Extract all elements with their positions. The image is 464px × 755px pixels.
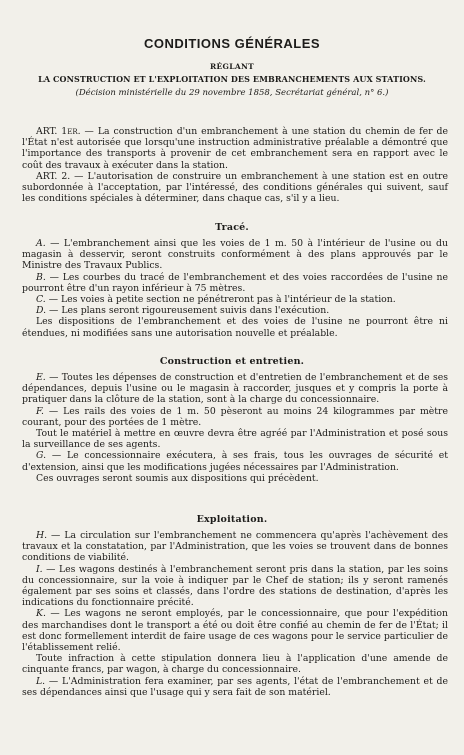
articles-block [22,126,448,204]
paragraph [22,564,448,609]
paragraph-text: Les wagons ne seront employés, par le concessionnaire, que pour l'expédition des marchandises dont le transport a été ou doit être confié au chemin de fer de l'État; il est donc formellement interdit de faire usage de ces wagons pour le service particulier de l'établissement relié. [22,608,448,654]
paragraph [22,653,448,675]
paragraph-text: Les courbes du tracé de l'embranchement et des voies raccordées de l'usine ne pourront être d'un rayon inférieur à 75 mètres. [22,271,448,294]
paragraph-text: Toute infraction à cette stipulation donnera lieu à l'application d'une amende de cinquante francs, par wagon, à charge du concessionnaire. [22,653,448,676]
paragraph [22,272,448,294]
paragraph-label: H. — [36,530,61,541]
paragraph [22,316,448,338]
page-title: CONDITIONS GÉNÉRALES [143,36,321,51]
paragraph-label: G. — [36,450,62,462]
paragraph [22,428,448,450]
paragraph-text: Les voies à petite section ne pénétreront pas à l'intérieur de la station. [60,294,396,306]
paragraph-text: Tout le matériel à mettre en œuvre devra être agréé par l'Administration et posé sous la surveillance de ses agents. [22,428,448,451]
article-1 [22,126,448,171]
paragraph-text: Le concessionnaire exécutera, à ses frais, tous les ouvrages de sécurité et d'extension, ainsi que les modifications jugées nécessaires par l'Administration. [22,450,448,473]
paragraph-text: La circulation sur l'embranchement ne commencera qu'après l'achèvement des travaux et la constatation, par l'Administration, que les voies se trouvent dans de bonnes conditions de viabilité. [22,530,448,564]
paragraph [22,450,448,472]
decision-reference: (Décision ministérielle du 29 novembre 1858, Secrétariat général, n° 6.) [75,88,389,98]
paragraph-text: L'embranchement ainsi que les voies de 1 m. 50 à l'intérieur de l'usine ou du magasin à desservir, seront construits conformément à des plans approuvés par le Ministre des Travaux Publics. [22,238,448,272]
paragraph [22,676,448,698]
paragraph [22,473,448,484]
paragraph [22,372,448,406]
paragraph-text: Ces ouvrages seront soumis aux dispositions qui précèdent. [36,472,319,484]
paragraph [22,294,448,305]
paragraph-label: D. — [36,305,59,317]
article-label: ART. 1er. — [36,126,94,137]
paragraph [22,608,448,653]
article-label: ART. 2. — [36,170,84,182]
paragraph-label: E. — [36,372,59,383]
section-heading-exploitation: Exploitation. [196,514,268,525]
article-2 [22,171,448,205]
section-body-trace [22,238,448,339]
paragraph-text: Les dispositions de l'embranchement et des voies de l'usine ne pourront être ni étendues, ni modifiées sans une autorisation nouvelle et préalable. [22,316,448,339]
paragraph-text: Les wagons destinés à l'embranchement seront pris dans la station, par les soins du concessionnaire, sur la voie à indiquer par le Chef de station; ils y seront ramenés également par ses soins et classés, dans l'ordre des stations de destination, d'après les indications du fonctionnaire précité. [22,563,448,609]
section-body-construction [22,372,448,484]
paragraph-text: L'Administration fera examiner, par ses agents, l'état de l'embranchement et de ses dépendances ainsi que l'usage qui y sera fait de son matériel. [22,675,448,698]
paragraph-text: Les rails des voies de 1 m. 50 pèseront au moins 24 kilogrammes par mètre courant, pour des portées de 1 mètre. [22,405,448,428]
paragraph-label: A. — [36,238,60,249]
paragraph-text: Les plans seront rigoureusement suivis dans l'exécution. [61,305,330,317]
section-heading-construction: Construction et entretien. [159,356,305,367]
paragraph-label: B. — [36,271,59,283]
section-body-exploitation [22,530,448,698]
page-subtitle: LA CONSTRUCTION ET L'EXPLOITATION DES EMBRANCHEMENTS AUX STATIONS. [38,74,426,84]
article-text: L'autorisation de construire un embranchement à une station est en outre subordonnée à l'acceptation, par l'intéressé, des conditions générales qui suivent, sauf les conditions spéciales à déterminer, dans chaque cas, s'il y a lieu. [22,170,449,205]
paragraph-label: F. — [36,405,59,417]
paragraph-label: K. — [36,608,60,620]
paragraph-label: I. — [36,563,56,575]
paragraph [22,305,448,316]
paragraph [22,406,448,428]
article-text: La construction d'un embranchement à une station du chemin de fer de l'État n'est autorisée que lorsqu'une instruction administrative préalable a démontré que l'importance des transports à provenir de cet embranchement sera en rapport avec le coût des travaux à exécuter dans la station. [22,126,448,171]
paragraph-label: L. — [36,675,59,687]
paragraph-label: C. — [36,294,58,306]
paragraph [22,530,448,564]
title-reglant: RÉGLANT [210,62,254,71]
section-heading-trace: Tracé. [215,222,249,233]
paragraph-text: Toutes les dépenses de construction et d'entretien de l'embranchement et de ses dépendances, depuis l'usine ou le magasin à raccorder, jusques et y compris la porte à pratiquer dans la clôture de la station, sont à la charge du concessionnaire. [22,372,448,406]
paragraph [22,238,448,272]
